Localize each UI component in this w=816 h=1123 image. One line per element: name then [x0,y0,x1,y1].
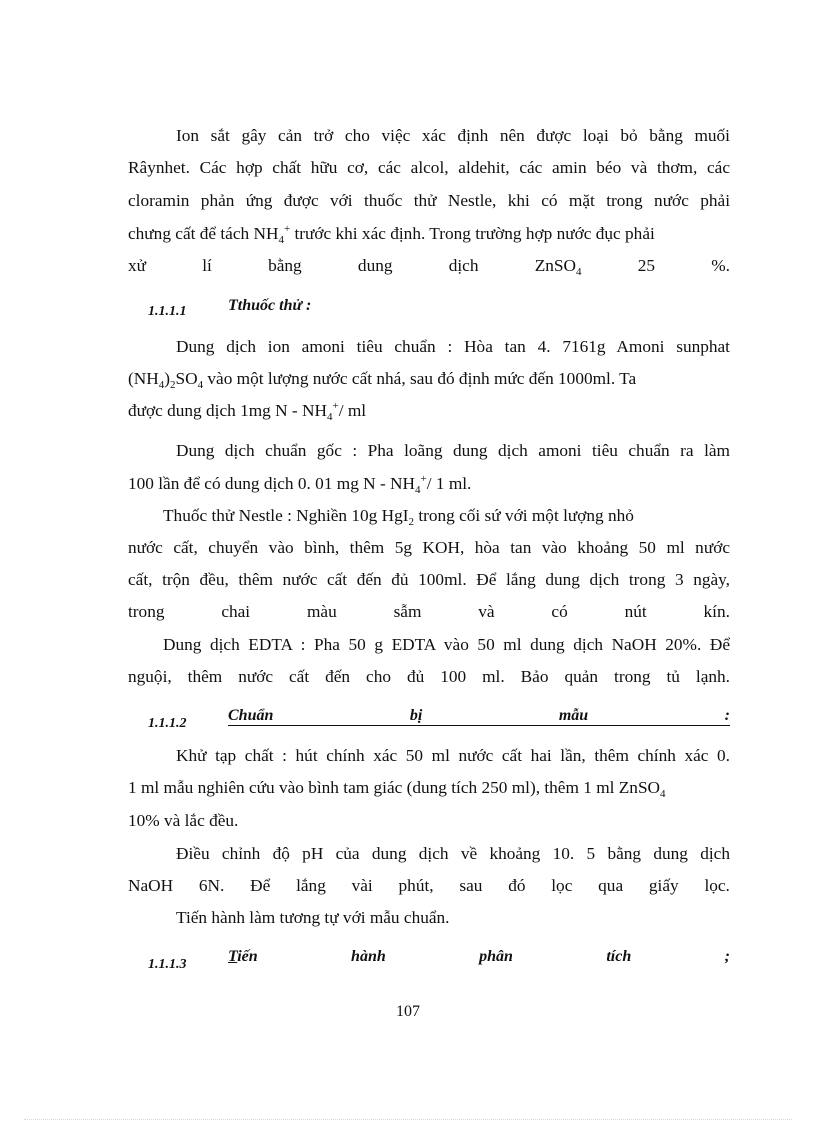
para2-line1: Dung dịch ion amoni tiêu chuẩn : Hòa tan 4. 7161g Amoni sunphat [176,337,730,356]
para1-line3: cloramin phản ứng được với thuốc thử Nestle, khi có mặt trong nước phải [128,191,730,210]
para2-line3: được dung dịch 1mg N - $NH_4^+/$ ml [128,400,367,423]
para1-line2: Râynhet. Các hợp chất hữu cơ, các alcol, aldehit, các amin béo và thơm, các [128,158,730,177]
para1-line4 [128,223,730,245]
para3-line2: 100 lần để có dung dịch 0. 01 mg N - $NH_4^+/$ 1 ml. [128,473,472,496]
section-number: 1.1.1.1 [148,304,187,319]
para1-line4-text: chưng cất để tách $NH_4^+$ trước khi xác định. Trong trường hợp nước đục phải [128,223,655,246]
para2-line2: $(NH_4)_2SO_4$ vào một lượng nước cất nhá, sau đó định mức đến 1000ml. Ta [128,369,637,391]
para6-line2: 1 ml mẫu nghiên cứu vào bình tam giác (dung tích 250 ml), thêm 1 ml ZnSO$_4$ [128,778,666,800]
para3-line1: Dung dịch chuẩn gốc : Pha loãng dung dịch amoni tiêu chuẩn ra làm [176,441,730,460]
para5-line1: Dung dịch EDTA : Pha 50 g EDTA vào 50 ml dung dịch NaOH 20%. Để [163,635,730,654]
para1-line5: xử lí bằng dung dịch ZnSO$_4$ 25 %. [128,256,730,278]
para4-line3: cất, trộn đều, thêm nước cất đến đủ 100ml. Để lắng dung dịch trong 3 ngày, [128,570,730,589]
para4-line4: trong chai màu sẫm và có nút kín. [128,602,730,621]
para4-line1: Thuốc thử Nestle : Nghiền 10g HgI$_2$ trong cối sứ với một lượng nhỏ [163,506,634,528]
para7-line3: Tiến hành làm tương tự với mẫu chuẩn. [176,908,450,927]
section-heading: Chuẩn bị mẫu : [228,707,730,724]
para1-line1: Ion sắt gây cản trở cho việc xác định nên được loại bỏ bằng muối [176,126,730,145]
chem-znso4: ZnSO$_4$ [534,256,582,278]
section-number: 1.1.1.2 [148,716,187,731]
section-heading: Tiến hành phân tích ; [228,948,730,965]
para5-line2: nguội, thêm nước cất đến cho đủ 100 ml. Bảo quản trong tủ lạnh. [128,667,730,686]
section-heading: Tthuốc thử : [228,297,312,314]
section-number: 1.1.1.3 [148,957,187,972]
page-bottom-divider [24,1119,792,1120]
para7-line2: NaOH 6N. Để lắng vài phút, sau đó lọc qua giấy lọc. [128,876,730,895]
para4-line2: nước cất, chuyển vào bình, thêm 5g KOH, hòa tan vào khoảng 50 ml nước [128,538,730,557]
para6-line1: Khử tạp chất : hút chính xác 50 ml nước cất hai lần, thêm chính xác 0. [176,746,730,765]
page-number: 107 [396,1003,420,1020]
para7-line1: Điều chỉnh độ pH của dung dịch về khoảng 10. 5 bằng dung dịch [176,844,730,863]
para6-line3: 10% và lắc đều. [128,811,239,830]
